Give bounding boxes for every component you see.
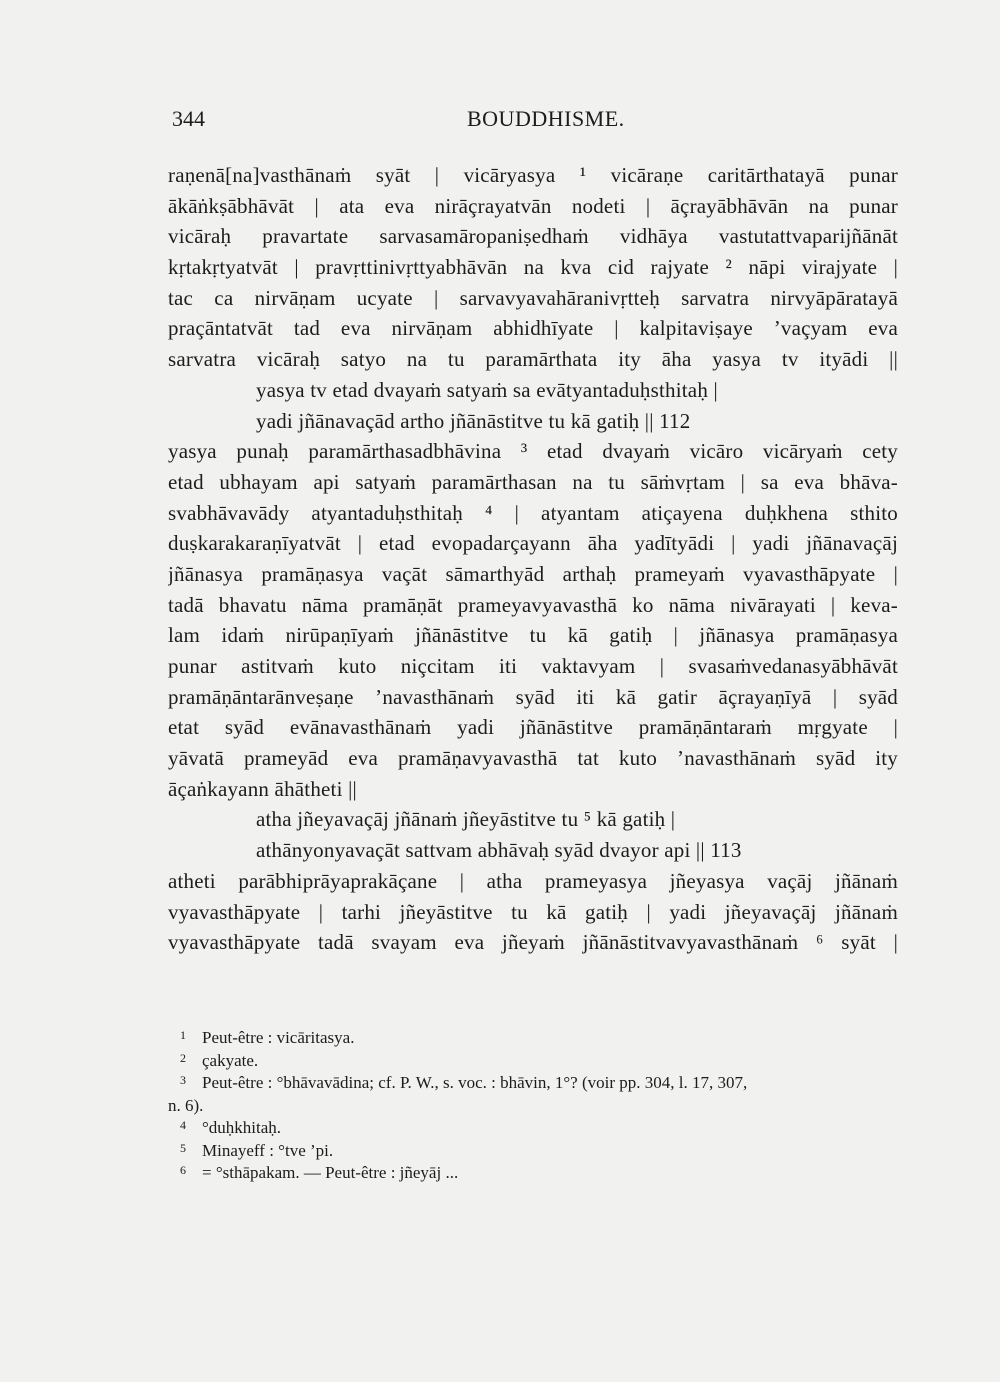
running-title: BOUDDHISME. (467, 106, 625, 131)
text-line: praçāntatvāt tad eva nirvāṇam abhidhīyate | kalpitaviṣaye ’vaçyam eva (168, 316, 898, 341)
text-line: sarvatra vicāraḥ satyo na tu paramārthata ity āha yasya tv ityādi || (168, 347, 898, 372)
text-line: etad ubhayam api satyaṁ paramārthasan na tu sāṁvṛtam | sa eva bhāva- (168, 469, 898, 494)
footnote-mark: 3 (180, 1073, 186, 1087)
footnote-text: °duḥkhitaḥ. (202, 1118, 282, 1137)
footnote (180, 1162, 900, 1185)
text-line: punar astitvaṁ kuto niçcitam iti vaktavyam | svasaṁvedanasyābhāvāt (168, 654, 898, 678)
footnote-mark: 5 (180, 1140, 186, 1155)
text-line: tac ca nirvāṇam ucyate | sarvavyavahāranivṛtteḥ sarvatra nirvyāpāratayā (168, 285, 898, 310)
text-line: yasya punaḥ paramārthasadbhāvina ³ etad dvayaṁ vicāro vicāryaṁ cety (168, 439, 898, 464)
footnote-text: = °sthāpakam. — Peut-être : jñeyāj ... (202, 1163, 459, 1182)
footnote (180, 1072, 900, 1095)
text-line: lam idaṁ nirūpaṇīyaṁ jñānāstitve tu kā gatiḥ | jñānasya pramāṇasya (168, 623, 898, 648)
verse-line: yadi jñānavaçād artho jñānāstitve tu kā gatiḥ || 112 (256, 408, 691, 433)
verse-line: atha jñeyavaçāj jñānaṁ jñeyāstitve tu ⁵ kā gatiḥ | (256, 807, 676, 832)
text-line: ākāṅkṣābhāvāt | ata eva nirāçrayatvān nodeti | āçrayābhāvān na punar (168, 193, 898, 218)
verse-line: yasya tv etad dvayaṁ satyaṁ sa evātyantaduḥsthitaḥ | (256, 377, 718, 402)
footnote (180, 1140, 900, 1163)
page-number: 344 (172, 106, 205, 131)
text-line: vyavasthāpyate | tarhi jñeyāstitve tu kā gatiḥ | yadi jñeyavaçāj jñānaṁ (168, 899, 898, 924)
footnote-mark: 6 (180, 1163, 186, 1177)
text-line: kṛtakṛtyatvāt | pravṛttinivṛttyabhāvān na kva cid rajyate ² nāpi virajyate | (168, 255, 898, 280)
text-line: tadā bhavatu nāma pramāṇāt prameyavyavasthā ko nāma nivārayati | keva- (168, 592, 898, 617)
text-line: duṣkarakaraṇīyatvāt | etad evopadarçayann āha yadītyādi | yadi jñānavaçāj (168, 531, 898, 556)
footnotes (168, 1027, 900, 1185)
footnote-mark: 1 (180, 1028, 186, 1042)
text-line: pramāṇāntarānveṣaṇe ’navasthānaṁ syād iti kā gatir āçrayaṇīyā | syād (168, 684, 898, 709)
verse-line: athānyonyavaçāt sattvam abhāvaḥ syād dvayor api || 113 (256, 838, 742, 863)
text-line: yāvatā prameyād eva pramāṇavyavasthā tat kuto ’navasthānaṁ syād ity (168, 746, 898, 771)
footnote-continuation: n. 6). (168, 1095, 204, 1115)
text-line: vyavasthāpyate tadā svayam eva jñeyaṁ jñānāstitvavyavasthānaṁ ⁶ syāt | (168, 930, 898, 955)
footnote (180, 1117, 900, 1140)
footnote-mark: 2 (180, 1050, 186, 1065)
text-line: raṇenā[na]vasthānaṁ syāt | vicāryasya ¹ vicāraṇe caritārthatayā punar (168, 163, 898, 187)
text-line: jñānasya pramāṇasya vaçāt sāmarthyād arthaḥ prameyaṁ vyavasthāpyate | (168, 561, 898, 586)
text-line: svabhāvavādy atyantaduḥsthitaḥ ⁴ | atyantam atiçayena duḥkhena sthito (168, 500, 898, 525)
text-line: vicāraḥ pravartate sarvasamāropaniṣedhaṁ vidhāya vastutattvaparijñānāt (168, 224, 898, 249)
footnote-text: Minayeff : °tve ’pi. (202, 1140, 334, 1160)
footnote-text: Peut-être : vicāritasya. (202, 1028, 355, 1047)
footnote-text: çakyate. (202, 1050, 259, 1070)
footnote (180, 1050, 900, 1073)
text-line: āçaṅkayann āhātheti || (168, 776, 357, 801)
footnote-text: Peut-être : °bhāvavādina; cf. P. W., s. voc. : bhāvin, 1°? (voir pp. 304, l. 17, 307, (202, 1073, 748, 1092)
body-text (168, 160, 898, 958)
text-line: atheti parābhiprāyaprakāçane | atha prameyasya jñeyasya vaçāj jñānaṁ (168, 868, 898, 893)
footnote (180, 1027, 900, 1050)
page-header (172, 106, 892, 142)
footnote-mark: 4 (180, 1118, 186, 1132)
text-line: etat syād evānavasthānaṁ yadi jñānāstitve pramāṇāntaraṁ mṛgyate | (168, 715, 898, 740)
